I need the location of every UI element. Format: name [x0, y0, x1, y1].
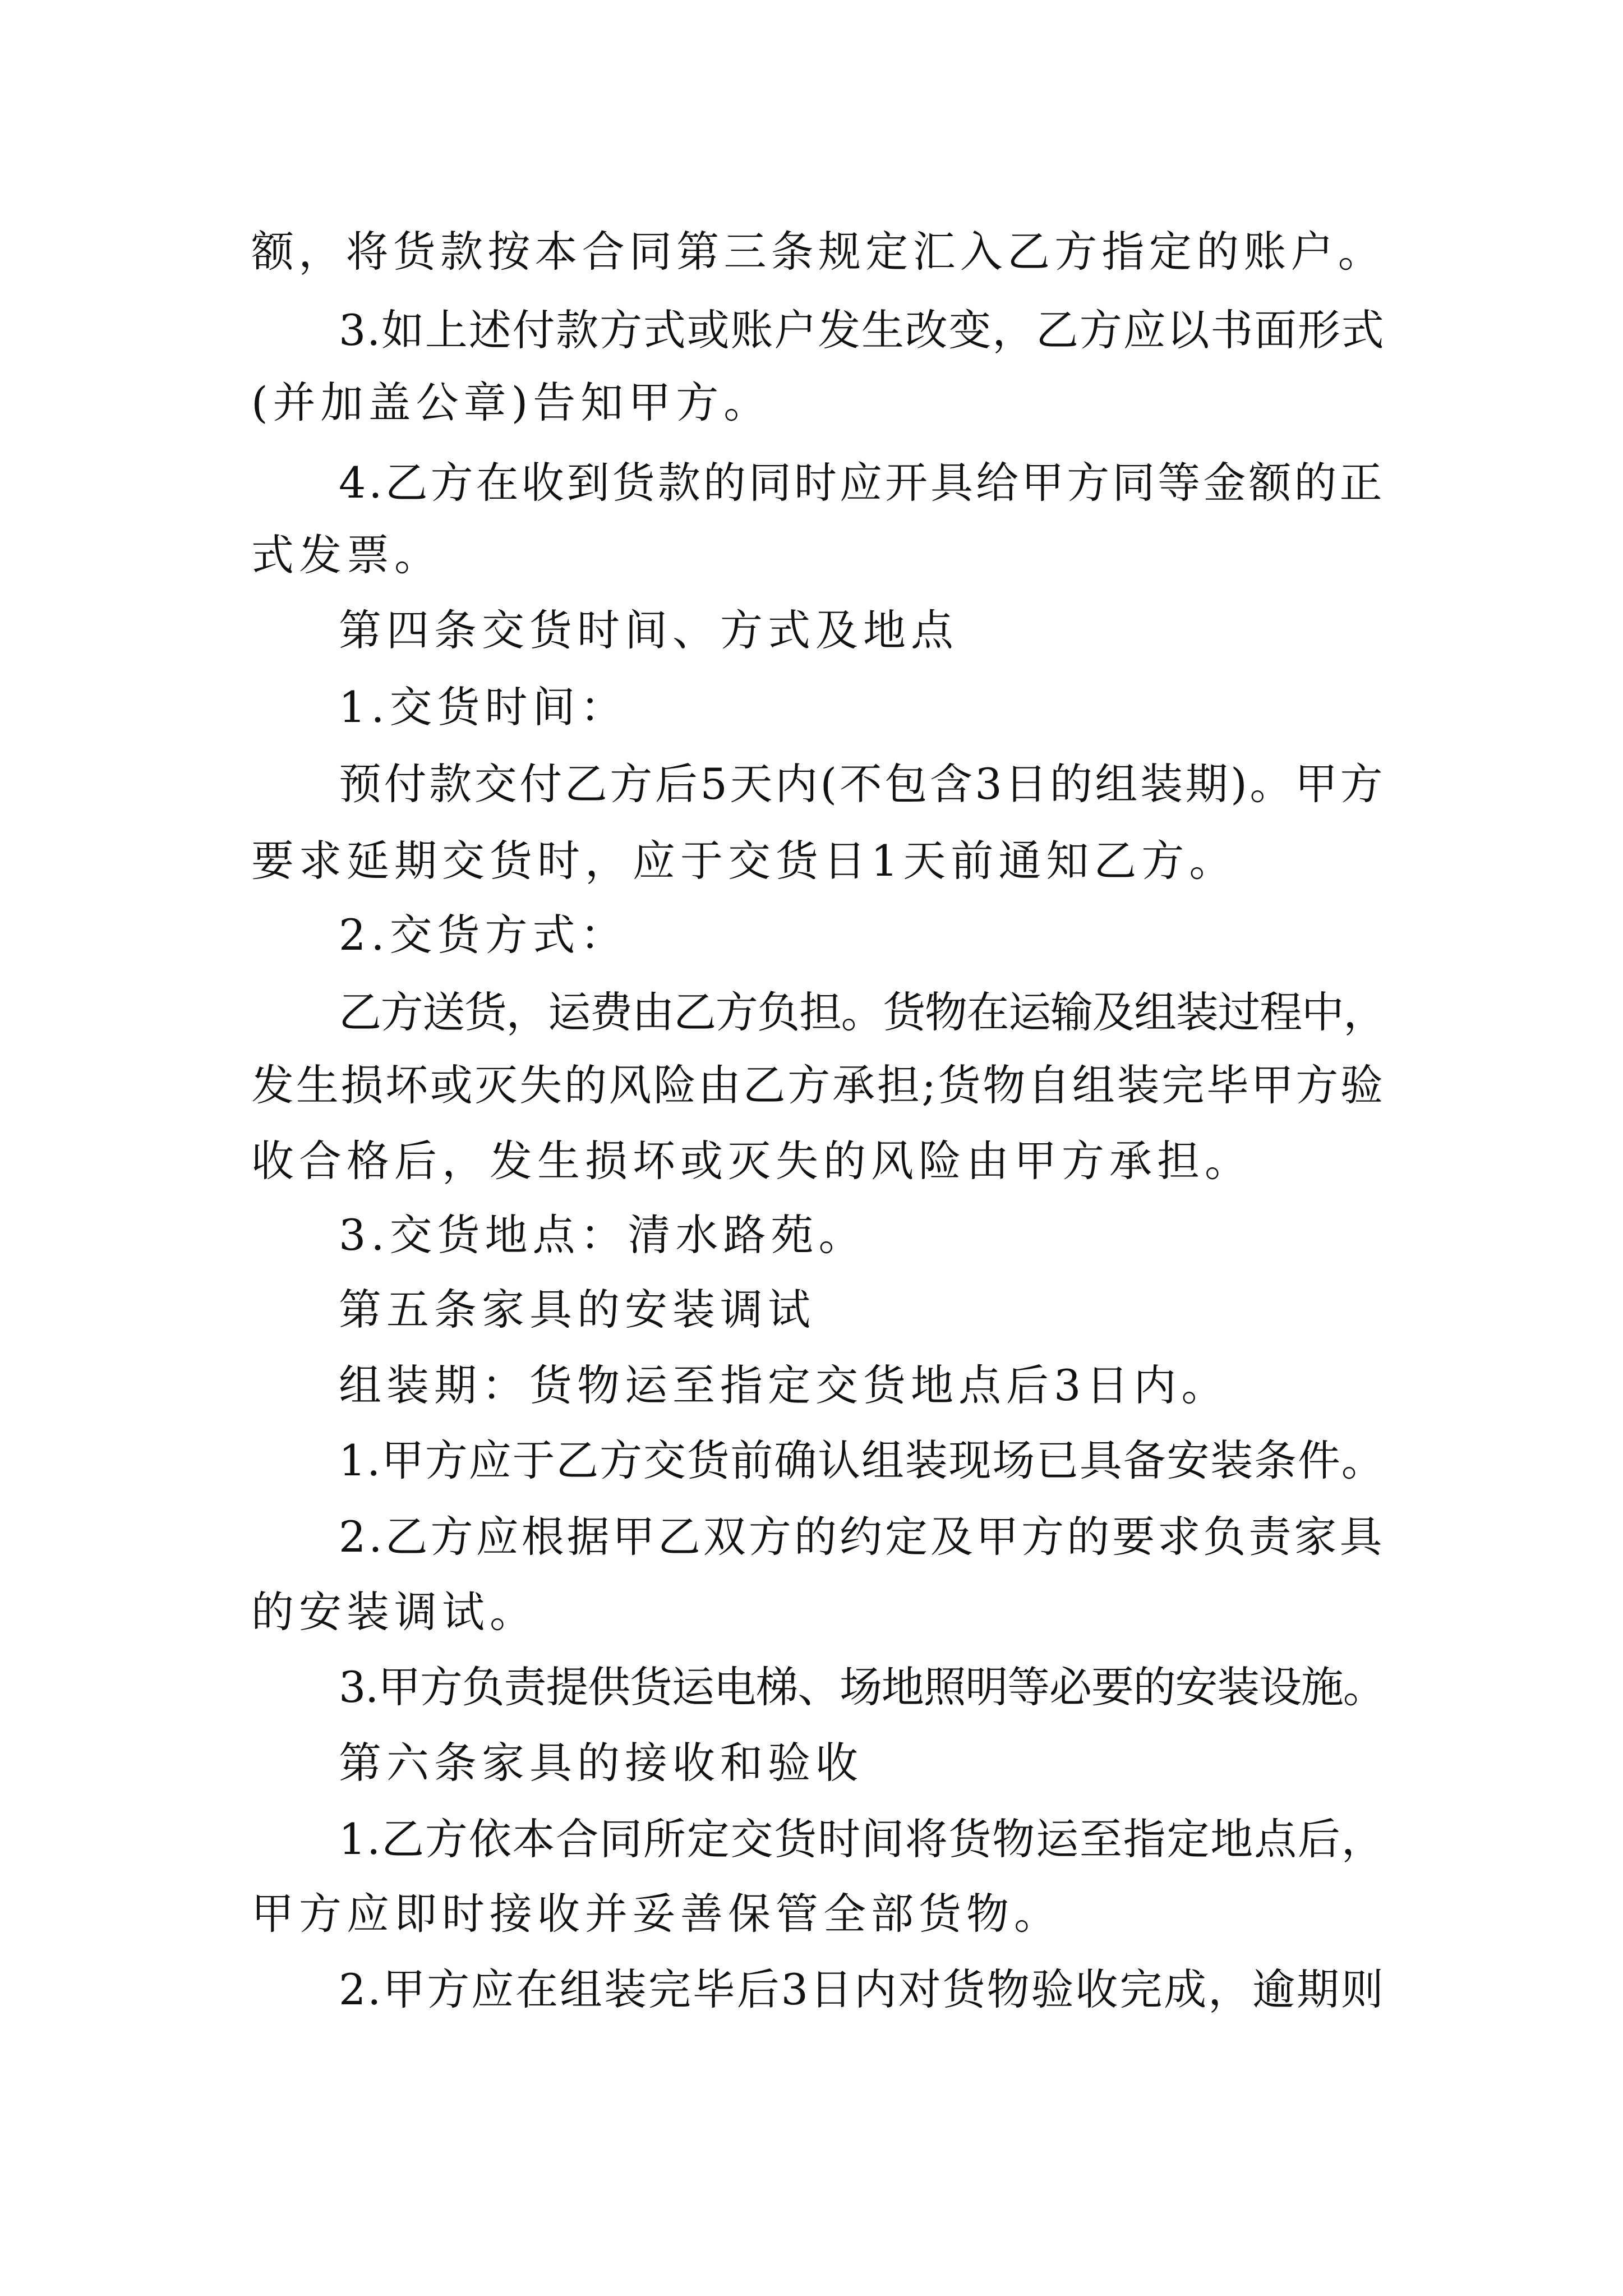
text-line: (并加盖公章)告知甲方。: [251, 378, 772, 427]
text-line: 3.交货地点：清水路苑。: [339, 1210, 866, 1260]
text-line: 1.甲方应于乙方交货前确认组装现场已具备安装条件。: [339, 1435, 1385, 1485]
text-line: 1.乙方依本合同所定交货时间将货物运至指定地点后，: [339, 1814, 1385, 1864]
section-heading: 第四条交货时间、方式及地点: [339, 605, 958, 655]
text-line: 2.甲方应在组装完毕后3日内对货物验收完成，逾期则: [339, 1964, 1385, 2014]
text-line: 1.交货时间：: [339, 682, 628, 732]
text-line: 式发票。: [251, 530, 442, 580]
text-line: 发生损坏或灭失的风险由乙方承担;货物自组装完毕甲方验: [251, 1060, 1385, 1110]
text-line: 2.乙方应根据甲乙双方的约定及甲方的要求负责家具: [339, 1512, 1385, 1562]
text-line: 4.乙方在收到货款的同时应开具给甲方同等金额的正: [339, 458, 1385, 508]
text-line: 乙方送货，运费由乙方负担。货物在运输及组装过程中，: [339, 987, 1385, 1037]
text-line: 甲方应即时接收并妥善保管全部货物。: [251, 1889, 1062, 1939]
text-line: 额，将货款按本合同第三条规定汇入乙方指定的账户。: [251, 227, 1385, 277]
text-line: 收合格后，发生损坏或灭失的风险由甲方承担。: [251, 1136, 1252, 1186]
text-line: 的安装调试。: [251, 1587, 537, 1637]
text-line: 要求延期交货时，应于交货日1天前通知乙方。: [251, 836, 1237, 886]
text-line: 3.甲方负责提供货运电梯、场地照明等必要的安装设施。: [339, 1662, 1385, 1712]
text-line: 预付款交付乙方后5天内(不包含3日的组装期)。甲方: [339, 759, 1386, 809]
text-line: 3.如上述付款方式或账户发生改变，乙方应以书面形式: [339, 305, 1385, 355]
section-heading: 第五条家具的安装调试: [339, 1285, 815, 1335]
text-line: 2.交货方式：: [339, 910, 628, 960]
section-heading: 第六条家具的接收和验收: [339, 1738, 863, 1788]
text-line: 组装期：货物运至指定交货地点后3日内。: [339, 1360, 1229, 1410]
